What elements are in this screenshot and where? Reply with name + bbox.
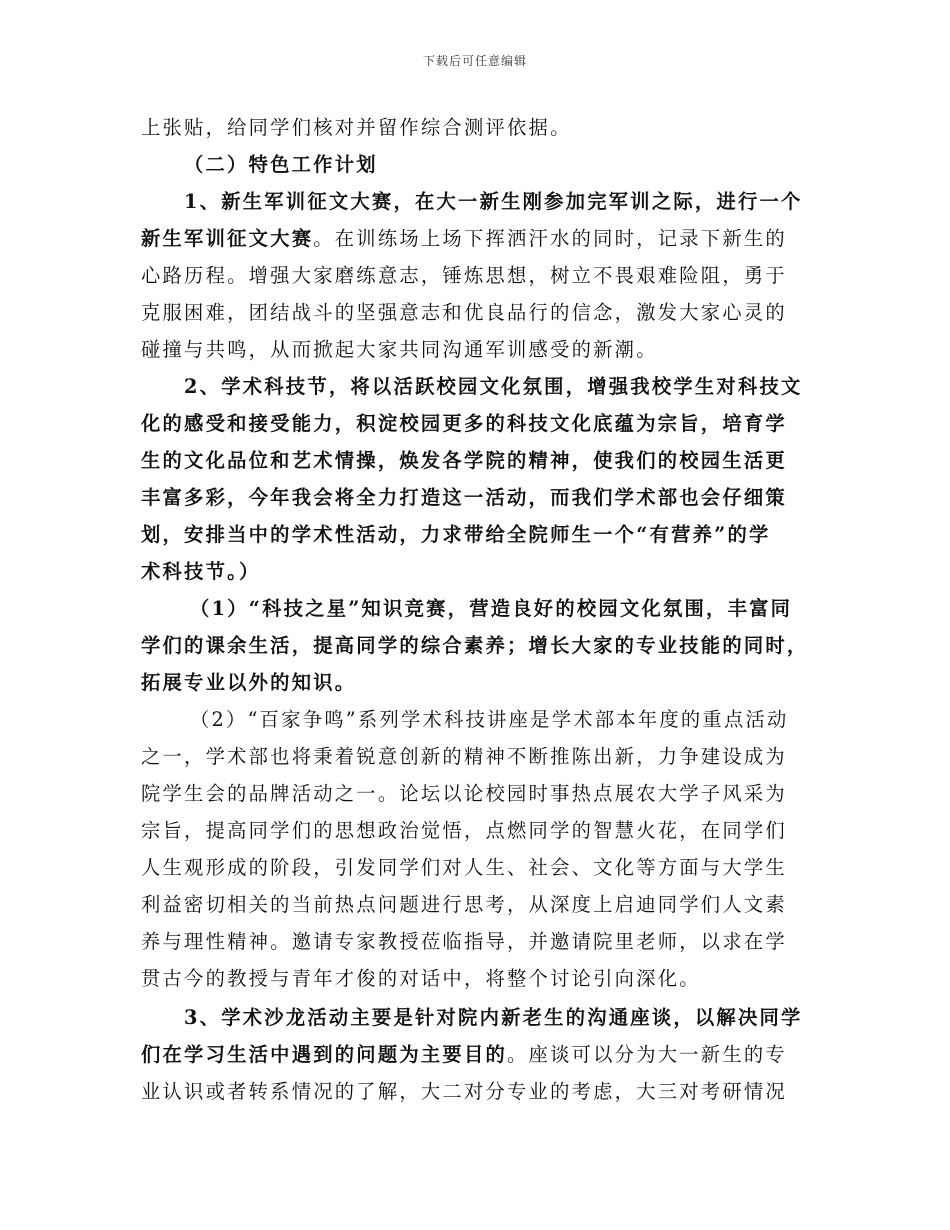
section-heading: （二）特色工作计划 — [184, 153, 378, 176]
text-line: 化的感受和接受能力，积淀校园更多的科技文化底蕴为宗旨，培育学 — [141, 412, 787, 435]
text-line: 贯古今的教授与青年才俊的对话中，将整个讨论引向深化。 — [141, 967, 701, 990]
text-line: 宗旨，提高同学们的思想政治觉悟，点燃同学的智慧火花，在同学们 — [141, 819, 787, 842]
text-line: 1、新生军训征文大赛，在大一新生刚参加完军训之际，进行一个 — [184, 190, 803, 213]
text-line: （1）“科技之星”知识竞赛，营造良好的校园文化氛围，丰富同 — [190, 597, 793, 620]
text-line: 碰撞与共鸣，从而掀起大家共同沟通军训感受的新潮。 — [141, 338, 658, 361]
text-line: 新生军训征文大赛。在训练场上场下挥洒汗水的同时，记录下新生的 — [141, 227, 787, 250]
text-line: 克服困难，团结战斗的坚强意志和优良品行的信念，激发大家心灵的 — [141, 301, 787, 324]
text-line: 之一，学术部也将秉着锐意创新的精神不断推陈出新，力争建设成为 — [141, 745, 787, 768]
text-line: 养与理性精神。邀请专家教授莅临指导，并邀请院里老师，以求在学 — [141, 930, 787, 953]
text-line: 拓展专业以外的知识。 — [141, 671, 357, 694]
text-line: 心路历程。增强大家磨练意志，锤炼思想，树立不畏艰难险阻，勇于 — [141, 264, 787, 287]
text-line: 院学生会的品牌活动之一。论坛以论校园时事热点展农大学子风采为 — [141, 782, 787, 805]
text-line: 术科技节。） — [141, 560, 261, 583]
text-line: 利益密切相关的当前热点问题进行思考，从深度上启迪同学们人文素 — [141, 893, 787, 916]
text-line: 上张贴，给同学们核对并留作综合测评依据。 — [141, 116, 572, 139]
text-line: 业认识或者转系情况的了解，大二对分专业的考虑，大三对考研情况 — [141, 1080, 787, 1103]
text-line: （2）“百家争鸣”系列学术科技讲座是学术部本年度的重点活动 — [190, 708, 789, 731]
text-line: 划，安排当中的学术性活动，力求带给全院师生一个“有营养”的学 — [141, 523, 771, 546]
text-line: 学们的课余生活，提高同学的综合素养；增长大家的专业技能的同时， — [141, 634, 809, 657]
text-line: 人生观形成的阶段，引发同学们对人生、社会、文化等方面与大学生 — [141, 856, 787, 879]
text-line: 3、学术沙龙活动主要是针对院内新老生的沟通座谈，以解决同学 — [184, 1006, 803, 1029]
page-header: 下载后可任意编辑 — [422, 54, 527, 68]
text-line: 2、学术科技节，将以活跃校园文化氛围，增强我校学生对科技文 — [184, 375, 803, 398]
text-line: 们在学习生活中遇到的问题为主要目的。座谈可以分为大一新生的专 — [141, 1043, 787, 1066]
text-line: 生的文化品位和艺术情操，焕发各学院的精神，使我们的校园生活更 — [141, 449, 787, 472]
text-line: 丰富多彩，今年我会将全力打造这一活动，而我们学术部也会仔细策 — [141, 486, 787, 509]
